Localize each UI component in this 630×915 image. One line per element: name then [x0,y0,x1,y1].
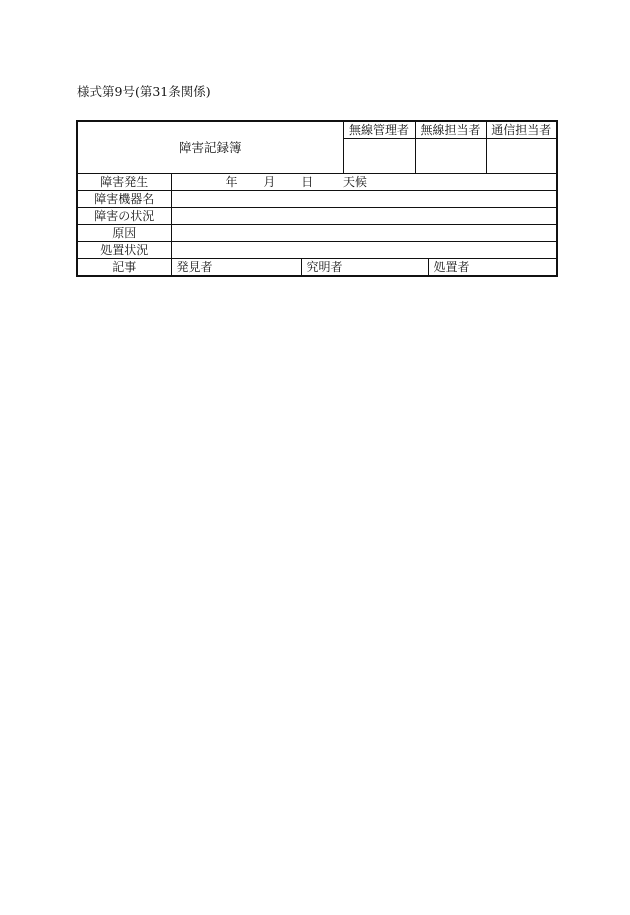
equipment-label: 障害機器名 [77,191,171,208]
table-title: 障害記録簿 [77,121,343,174]
date-day-label: 日 [301,175,314,189]
role-comm-staff: 通信担当者 [486,121,557,139]
handling-label: 処置状況 [77,242,171,259]
weather-label: 天候 [343,175,368,189]
handler-field[interactable] [429,259,557,275]
investigator-field[interactable] [302,259,429,275]
date-year-label: 年 [225,175,238,189]
status-label: 障害の状況 [77,208,171,225]
status-field[interactable] [171,208,557,225]
handler-label: 処置者 [433,260,470,274]
discoverer-label: 発見者 [176,260,213,274]
cause-label: 原因 [77,225,171,242]
discoverer-field[interactable] [172,259,302,275]
notes-row [171,259,557,277]
role-radio-manager: 無線管理者 [343,121,415,139]
equipment-field[interactable] [171,191,557,208]
failure-record-table [76,120,558,277]
form-number: 様式第9号(第31条関係) [77,84,211,99]
handling-field[interactable] [171,242,557,259]
seal-box-radio-manager[interactable] [343,139,415,174]
role-radio-staff: 無線担当者 [415,121,486,139]
notes-label: 記事 [77,259,171,277]
date-month-label: 月 [263,175,276,189]
occurrence-label: 障害発生 [77,174,171,191]
cause-field[interactable] [171,225,557,242]
investigator-label: 究明者 [306,260,343,274]
seal-box-comm-staff[interactable] [486,139,557,174]
occurrence-date-field[interactable] [171,174,557,191]
seal-box-radio-staff[interactable] [415,139,486,174]
